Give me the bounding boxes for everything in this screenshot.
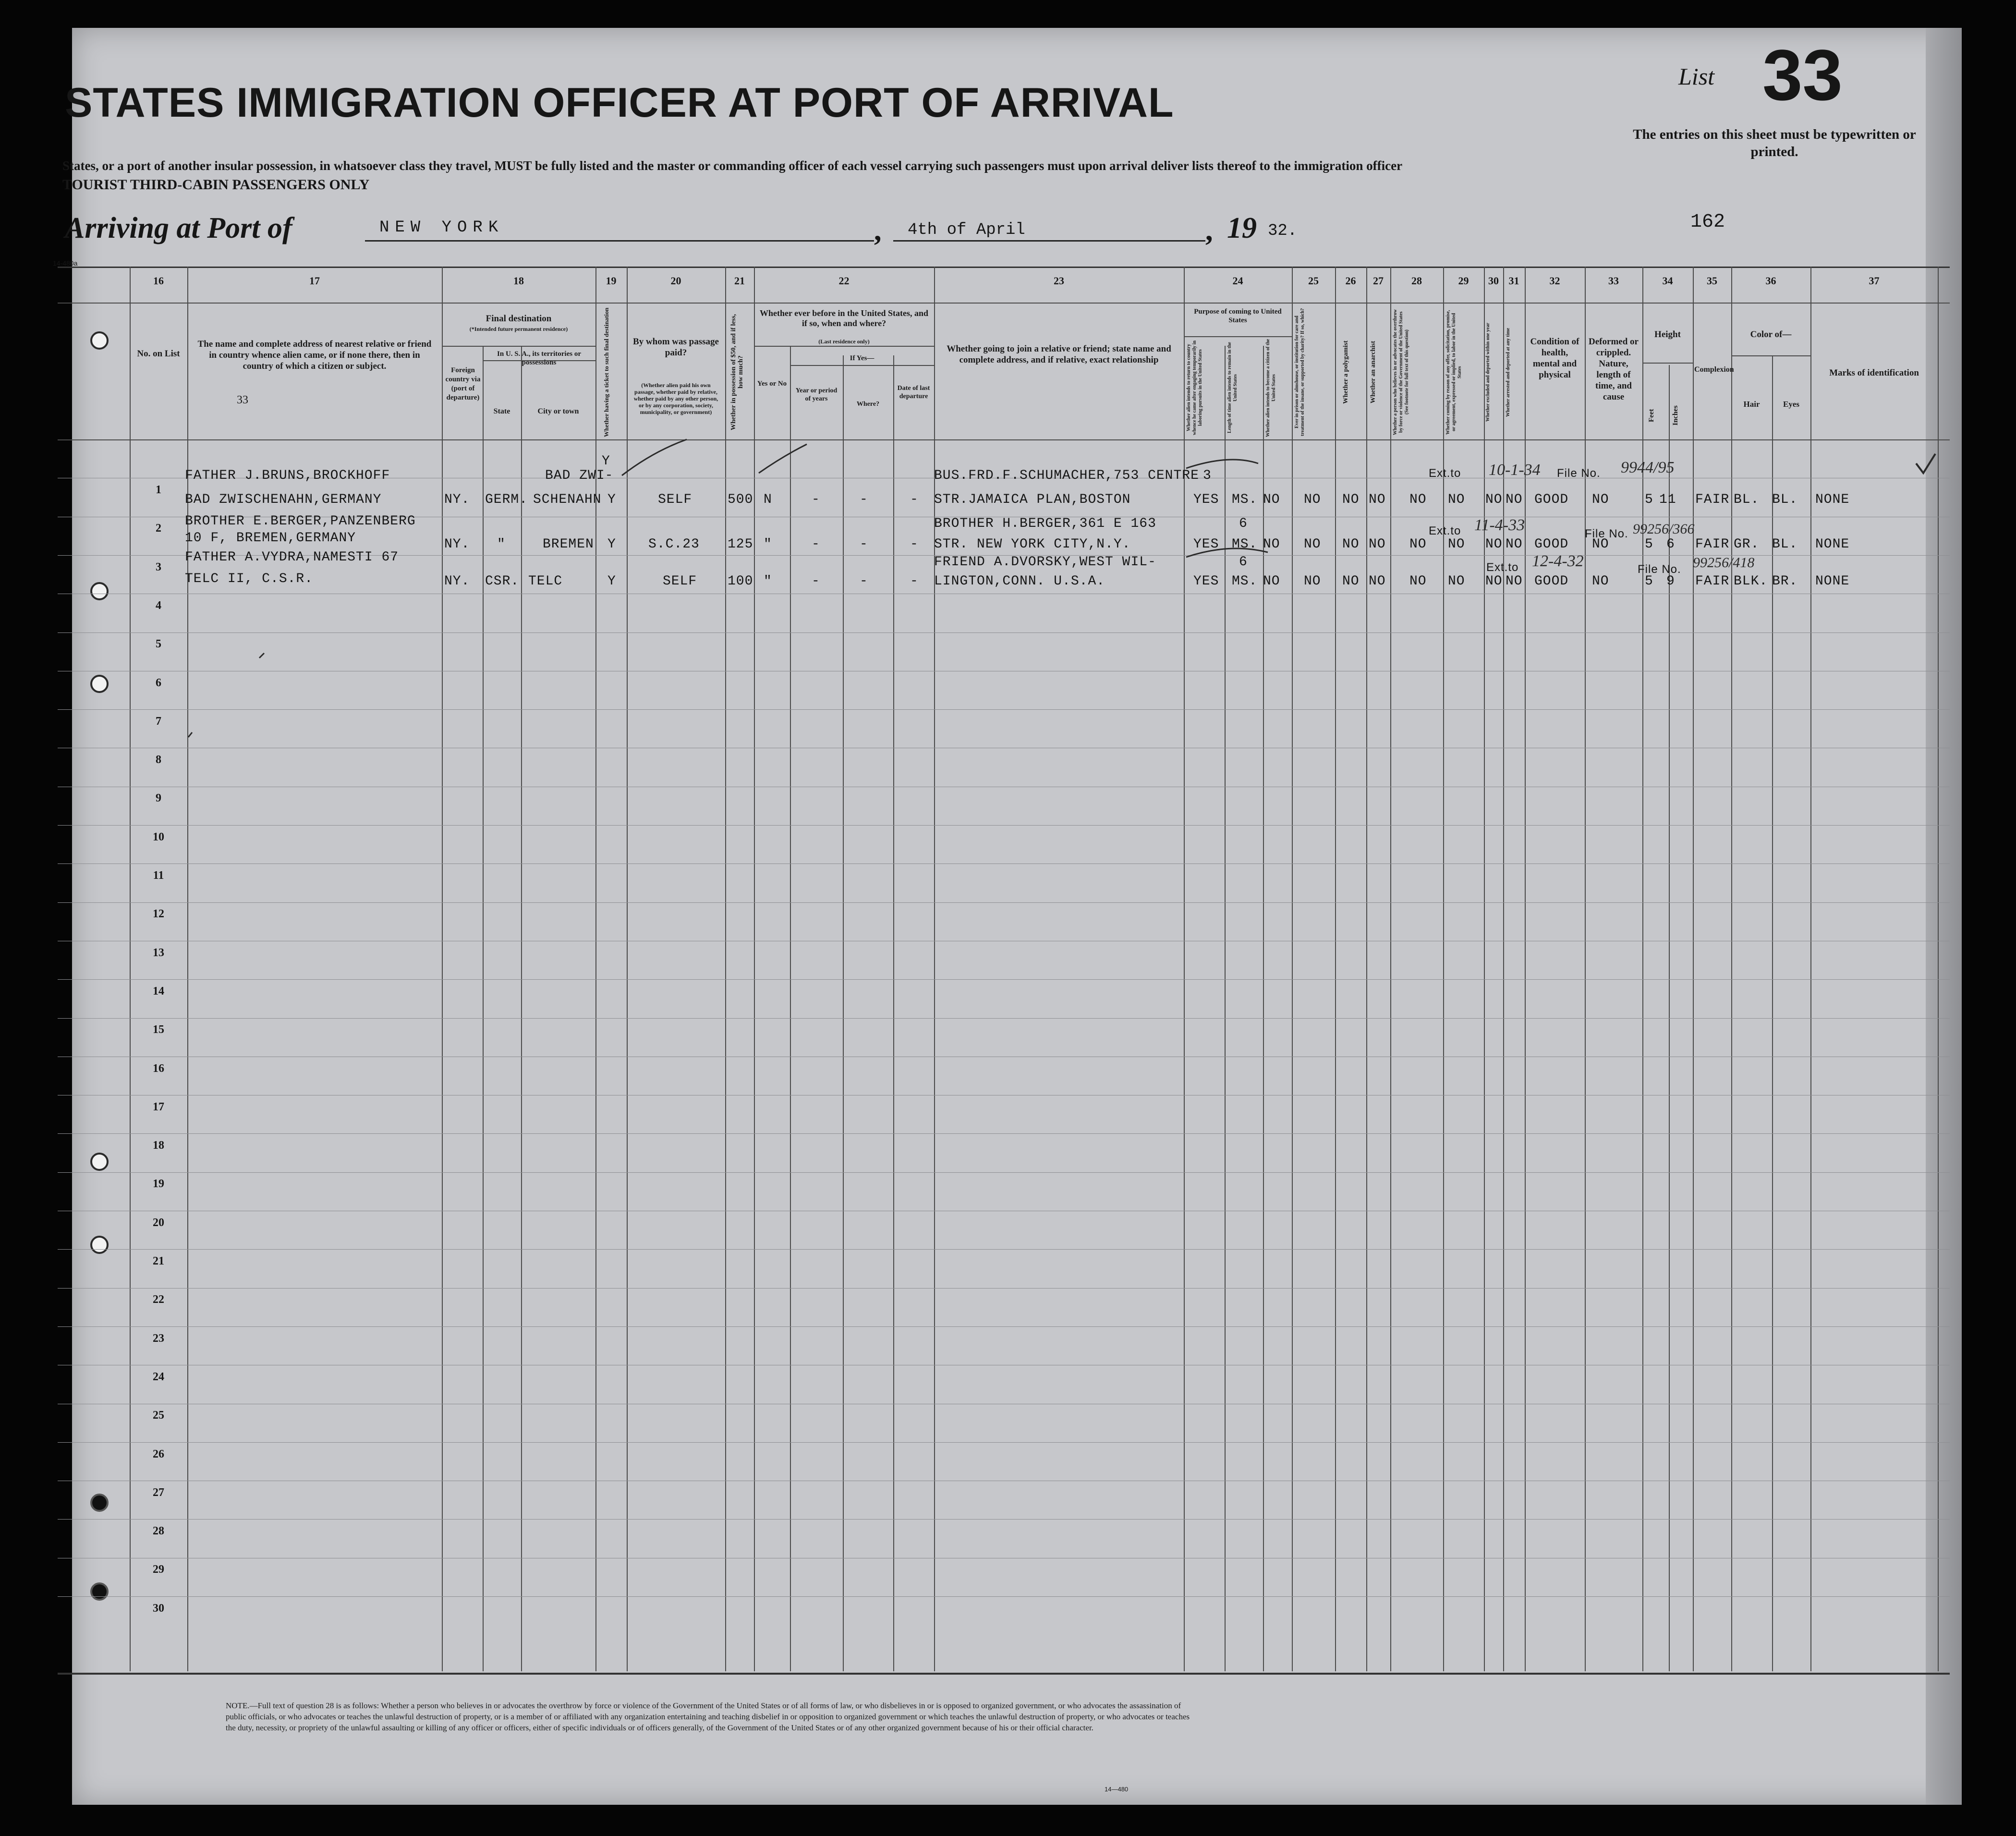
- ext-label: Ext.to: [1429, 467, 1461, 480]
- hair: GR.: [1734, 537, 1760, 552]
- q28: NO: [1409, 492, 1427, 507]
- col-num: 37: [1869, 275, 1880, 287]
- col-num: 28: [1411, 275, 1422, 287]
- relative-address-line2: TELC II, C.S.R.: [185, 571, 314, 586]
- row-number: 3: [156, 560, 161, 573]
- row-number: 19: [153, 1178, 164, 1191]
- header-in-usa: In U. S. A., its territories or possessions: [497, 350, 581, 366]
- purpose-length: MS.: [1232, 574, 1258, 589]
- row-number: 1: [156, 484, 161, 496]
- marks: NONE: [1815, 492, 1850, 507]
- footnote: NOTE.—Full text of question 28 is as follows: Whether a person who believes in or advocates the overthrow by force or violence of the Government of the United States or of all forms of law, or who disbelieves in or is opposed to organized government, or who advocates the assassination of public officials, or who advocates or teaches the unlawful destruction of property, or is a member of or affiliated with any organization entertaining and teaching disbelief in or opposition to organized government or which teaches the unlawful destruction of property, or who advocates or teaches the duty, necessity, or propriety of the unlawful assaulting or killing of any officer or officers, either of specific individuals or of officers generally, of the Government of the United States or of any other organized government because of his or their official character.: [226, 1701, 1190, 1732]
- row-number: 26: [153, 1447, 164, 1460]
- purpose-length: MS.: [1232, 537, 1258, 552]
- header-if-yes: If Yes—: [850, 354, 874, 362]
- height-feet: 5: [1645, 492, 1653, 507]
- q28: NO: [1409, 574, 1427, 589]
- q31: NO: [1506, 537, 1523, 552]
- state: ": [497, 537, 506, 552]
- q31: NO: [1506, 492, 1523, 507]
- purpose-return: YES: [1193, 492, 1219, 507]
- header-where: Where?: [856, 401, 880, 408]
- ever-before: ": [764, 537, 772, 552]
- height-feet: 5: [1645, 537, 1653, 552]
- header-purpose-b: Length of time alien intends to remain in the United States: [1227, 342, 1238, 434]
- file-number: 99256/366: [1633, 521, 1695, 537]
- where: -: [860, 492, 868, 507]
- where: -: [860, 537, 868, 552]
- q29: NO: [1448, 537, 1465, 552]
- row-number: 21: [153, 1255, 164, 1267]
- row-number: 16: [153, 1062, 164, 1075]
- arriving-label: Arriving at Port of: [65, 212, 292, 244]
- col-num: 20: [670, 275, 681, 287]
- header-feet: Feet: [1648, 409, 1655, 422]
- col-num: 30: [1488, 275, 1499, 287]
- complexion: FAIR: [1695, 492, 1730, 507]
- year-period: -: [812, 492, 820, 507]
- row-number: 27: [153, 1486, 164, 1499]
- row-number: 4: [156, 599, 161, 612]
- header-height: Height: [1654, 329, 1681, 340]
- header-eyes: Eyes: [1783, 400, 1799, 409]
- passage-paid: SELF: [658, 492, 692, 507]
- marks: NONE: [1815, 537, 1850, 552]
- row-number: 8: [156, 754, 161, 766]
- purpose-citizen: NO: [1263, 537, 1280, 552]
- q25: NO: [1304, 537, 1321, 552]
- relative-address-line1: FATHER J.BRUNS,BROCKHOFF: [185, 468, 390, 483]
- row-number: 10: [153, 830, 164, 843]
- file-label: File No.: [1557, 467, 1601, 480]
- state: GERM.: [485, 492, 528, 507]
- height-feet: 5: [1645, 574, 1653, 589]
- relative-address-line1: FATHER A.VYDRA,NAMESTI 67: [185, 550, 399, 565]
- header-marks: Marks of identification: [1829, 368, 1919, 378]
- ticket: Y: [607, 574, 616, 589]
- year-suffix: 32.: [1268, 222, 1298, 240]
- header-complexion: Complexion: [1694, 365, 1734, 374]
- col-num: 17: [309, 275, 320, 287]
- header-passage-sub: (Whether alien paid his own passage, whether paid by relative, whether paid by any other person, or by any corporation, society, municipality, or government): [633, 382, 718, 415]
- file-number: 9944/95: [1621, 459, 1675, 476]
- purpose-length-top: 6: [1239, 516, 1248, 531]
- health: GOOD: [1534, 492, 1569, 507]
- purpose-return: YES: [1193, 574, 1219, 589]
- row-number: 22: [153, 1293, 164, 1306]
- header-purpose-a: Whether alien intends to return to country whence he came after engaging temporarily in laboring pursuits in the United States: [1186, 340, 1203, 435]
- ever-before: ": [764, 574, 772, 589]
- page-title: STATES IMMIGRATION OFFICER AT PORT OF ARRIVAL: [65, 80, 1174, 126]
- purpose-citizen: NO: [1263, 492, 1280, 507]
- year-period: -: [812, 574, 820, 589]
- row-number: 12: [153, 908, 164, 921]
- row-number: 15: [153, 1023, 164, 1036]
- col-num: 25: [1308, 275, 1319, 287]
- list-number: 33: [1762, 35, 1843, 115]
- stamp-number: 162: [1690, 211, 1725, 233]
- row-number: 30: [153, 1602, 164, 1615]
- header-q29: Whether coming by reason of any offer, solicitation, promise, or agreement, expressed or implied, to labor in the United States: [1445, 310, 1462, 435]
- header-q30: Whether excluded and deported within one year: [1485, 323, 1491, 422]
- relative-address-line1: BROTHER E.BERGER,PANZENBERG: [185, 514, 416, 529]
- port-value: NEW YORK: [379, 219, 504, 237]
- q31: NO: [1506, 574, 1523, 589]
- col-num: 32: [1549, 275, 1560, 287]
- q25: NO: [1304, 492, 1321, 507]
- header-money: Whether in possession of $50, and if less, how much?: [730, 314, 744, 431]
- date-departure: -: [910, 492, 919, 507]
- q28: NO: [1409, 537, 1427, 552]
- row-number: 5: [156, 638, 161, 651]
- header-polygamist: Whether a polygamist: [1342, 340, 1349, 404]
- row-number: 2: [156, 522, 161, 535]
- row-number: 6: [156, 676, 161, 689]
- marks: NONE: [1815, 574, 1850, 589]
- ext-date: 10-1-34: [1489, 461, 1541, 479]
- header-state: State: [493, 407, 510, 415]
- header-last-residence: (Last residence only): [818, 338, 870, 345]
- q25: NO: [1304, 574, 1321, 589]
- col-num: 34: [1662, 275, 1673, 287]
- height-inches: 11: [1659, 492, 1676, 507]
- q30: NO: [1485, 537, 1503, 552]
- comma: ,: [874, 214, 882, 247]
- hair: BL.: [1734, 492, 1760, 507]
- purpose-return: YES: [1193, 537, 1219, 552]
- header-purpose: Purpose of coming to United States: [1194, 308, 1282, 324]
- col-num: 24: [1232, 275, 1243, 287]
- row-number: 7: [156, 715, 161, 728]
- col-num: 18: [513, 275, 524, 287]
- col-num: 22: [838, 275, 850, 287]
- foreign-port: NY.: [444, 537, 470, 552]
- header-year-period: Year or period of years: [795, 387, 838, 402]
- money: 125: [728, 537, 753, 552]
- purpose-citizen: NO: [1263, 574, 1280, 589]
- ticket: Y: [607, 492, 616, 507]
- purpose-length-top: 6: [1239, 555, 1248, 570]
- col-num: 19: [606, 275, 617, 287]
- list-note: The entries on this sheet must be typewritten or printed.: [1633, 127, 1916, 159]
- joining-line1: FRIEND A.DVORSKY,WEST WIL-: [934, 555, 1156, 570]
- complexion: FAIR: [1695, 537, 1730, 552]
- row-number: 17: [153, 1100, 164, 1113]
- q27: NO: [1369, 492, 1386, 507]
- joining-line1: BUS.FRD.F.SCHUMACHER,753 CENTRE: [934, 468, 1199, 483]
- col-num: 36: [1765, 275, 1776, 287]
- where: -: [860, 574, 868, 589]
- row-number: 29: [153, 1563, 164, 1576]
- comma: ,: [1205, 214, 1213, 247]
- passage-paid: SELF: [663, 574, 697, 589]
- height-inches: 9: [1666, 574, 1675, 589]
- col-num: 29: [1458, 275, 1469, 287]
- date-value: 4th of April: [908, 221, 1025, 239]
- q27: NO: [1369, 537, 1386, 552]
- row-number: 25: [153, 1409, 164, 1422]
- relative-address-line2: BAD ZWISCHENAHN,GERMANY: [185, 492, 382, 507]
- date-departure: -: [910, 537, 919, 552]
- deformed: NO: [1592, 574, 1609, 589]
- year-prefix: 19: [1227, 212, 1257, 244]
- header-q28: Whether a person who believes in or advocates the overthrow by force or violence of the Government of the United States (See footnote for full text of this question): [1393, 309, 1409, 435]
- purpose-length-top: 3: [1203, 468, 1212, 483]
- col-num: 16: [153, 275, 164, 287]
- eyes: BL.: [1772, 492, 1798, 507]
- height-inches: 6: [1666, 537, 1675, 552]
- health: GOOD: [1534, 574, 1569, 589]
- footer-form-number: 14—480: [1105, 1786, 1129, 1793]
- row-number: 9: [156, 792, 161, 805]
- date-departure: -: [910, 574, 919, 589]
- eyes: BL.: [1772, 537, 1798, 552]
- ext-date: 12-4-32: [1532, 552, 1584, 570]
- instructions-line2: TOURIST THIRD-CABIN PASSENGERS ONLY: [62, 177, 370, 193]
- header-passage: By whom was passage paid?: [633, 337, 719, 358]
- ext-label: Ext.to: [1486, 561, 1519, 574]
- joining-line1: BROTHER H.BERGER,361 E 163: [934, 516, 1156, 531]
- q26: NO: [1342, 537, 1360, 552]
- header-ever-before: Whether ever before in the United States, and if so, when and where?: [760, 308, 928, 328]
- col-num: 23: [1054, 275, 1064, 287]
- row-number: 28: [153, 1525, 164, 1538]
- header-anarchist: Whether an anarchist: [1370, 340, 1377, 404]
- file-label: File No.: [1585, 527, 1628, 540]
- header-inches: Inches: [1672, 405, 1679, 426]
- hair: BLK.: [1734, 574, 1768, 589]
- foreign-port: NY.: [444, 492, 470, 507]
- col-num: 27: [1373, 275, 1384, 287]
- joining-line2: STR. NEW YORK CITY,N.Y.: [934, 537, 1131, 552]
- eyes: BR.: [1772, 574, 1798, 589]
- col-num: 33: [1608, 275, 1619, 287]
- money: 100: [728, 574, 753, 589]
- row-number: 18: [153, 1139, 164, 1152]
- row-number: 23: [153, 1332, 164, 1345]
- q26: NO: [1342, 492, 1360, 507]
- relative-address-line2: 10 F, BREMEN,GERMANY: [185, 531, 356, 546]
- deformed: NO: [1592, 492, 1609, 507]
- city-line2: SCHENAHN: [533, 492, 602, 507]
- header-prison: Ever in prison or almshouse, or institution for care and treatment of the insane, or supported by charity? If so, which?: [1294, 308, 1305, 437]
- form-number: 14-480a: [53, 259, 78, 267]
- ticket: Y: [607, 537, 616, 552]
- header-foreign-country: Foreign country via (port of departure): [445, 366, 481, 401]
- col-num: 21: [734, 275, 745, 287]
- ticket-mark: Y: [602, 454, 610, 469]
- header-final-destination-sub: (*Intended future permanent residence): [469, 326, 568, 332]
- q29: NO: [1448, 492, 1465, 507]
- header-yes-no: Yes or No: [757, 380, 787, 388]
- joining-line2: LINGTON,CONN. U.S.A.: [934, 574, 1105, 589]
- q26: NO: [1342, 574, 1360, 589]
- header-relative: The name and complete address of nearest relative or friend in country whence alien came, or if none there, then in country of which a citizen or subject.: [197, 339, 432, 371]
- row-number: 14: [153, 985, 164, 997]
- header-joining: Whether going to join a relative or friend; state name and complete address, and if relative, exact relationship: [947, 344, 1171, 365]
- q29: NO: [1448, 574, 1465, 589]
- health: GOOD: [1534, 537, 1569, 552]
- city-line1: BAD ZWI-: [545, 468, 614, 483]
- year-period: -: [812, 537, 820, 552]
- q30: NO: [1485, 574, 1503, 589]
- file-label: File No.: [1638, 563, 1681, 576]
- row-number: 11: [153, 869, 164, 882]
- header-health: Condition of health, mental and physical: [1530, 337, 1579, 380]
- header-no-on-list: No. on List: [137, 349, 180, 359]
- ever-before: N: [764, 492, 772, 507]
- row-number: 24: [153, 1370, 164, 1383]
- header-deformed: Deformed or crippled. Nature, length of time, and cause: [1589, 337, 1639, 402]
- q27: NO: [1369, 574, 1386, 589]
- file-number: 99256/418: [1693, 555, 1755, 571]
- list-label: List: [1678, 63, 1715, 90]
- header-purpose-c: Whether alien intends to become a citizen of the United States: [1265, 339, 1276, 437]
- city-line2: BREMEN: [543, 537, 594, 552]
- joining-line2: STR.JAMAICA PLAN,BOSTON: [934, 492, 1131, 507]
- foreign-port: NY.: [444, 574, 470, 589]
- ext-date: 11-4-33: [1474, 516, 1525, 534]
- header-city: City or town: [537, 407, 579, 415]
- header-relative-extra: 33: [237, 394, 248, 406]
- col-num: 31: [1508, 275, 1519, 287]
- deformed: NO: [1592, 537, 1609, 552]
- complexion: FAIR: [1695, 574, 1730, 589]
- money: 500: [728, 492, 753, 507]
- passage-paid: S.C.23: [648, 537, 700, 552]
- q30: NO: [1485, 492, 1503, 507]
- header-final-destination: Final destination: [486, 314, 552, 324]
- ext-label: Ext.to: [1429, 524, 1461, 537]
- row-number: 20: [153, 1216, 164, 1229]
- city-line2: TELC: [528, 574, 563, 589]
- purpose-length: MS.: [1232, 492, 1258, 507]
- state: CSR.: [485, 574, 520, 589]
- col-num: 26: [1345, 275, 1356, 287]
- header-date-departure: Date of last departure: [897, 385, 930, 400]
- header-ticket: Whether having a ticket to such final destination: [603, 307, 610, 437]
- col-num: 35: [1707, 275, 1717, 287]
- header-hair: Hair: [1743, 400, 1760, 409]
- row-number: 13: [153, 946, 164, 959]
- header-q31: Whether arrested and deported at any time: [1506, 328, 1511, 417]
- instructions-line1: States, or a port of another insular possession, in whatsoever class they travel, MUST be fully listed and the master or commanding officer of each vessel carrying such passengers must upon arrival deliver lists thereof to the immigration officer: [62, 158, 1403, 173]
- header-color: Color of—: [1750, 329, 1792, 340]
